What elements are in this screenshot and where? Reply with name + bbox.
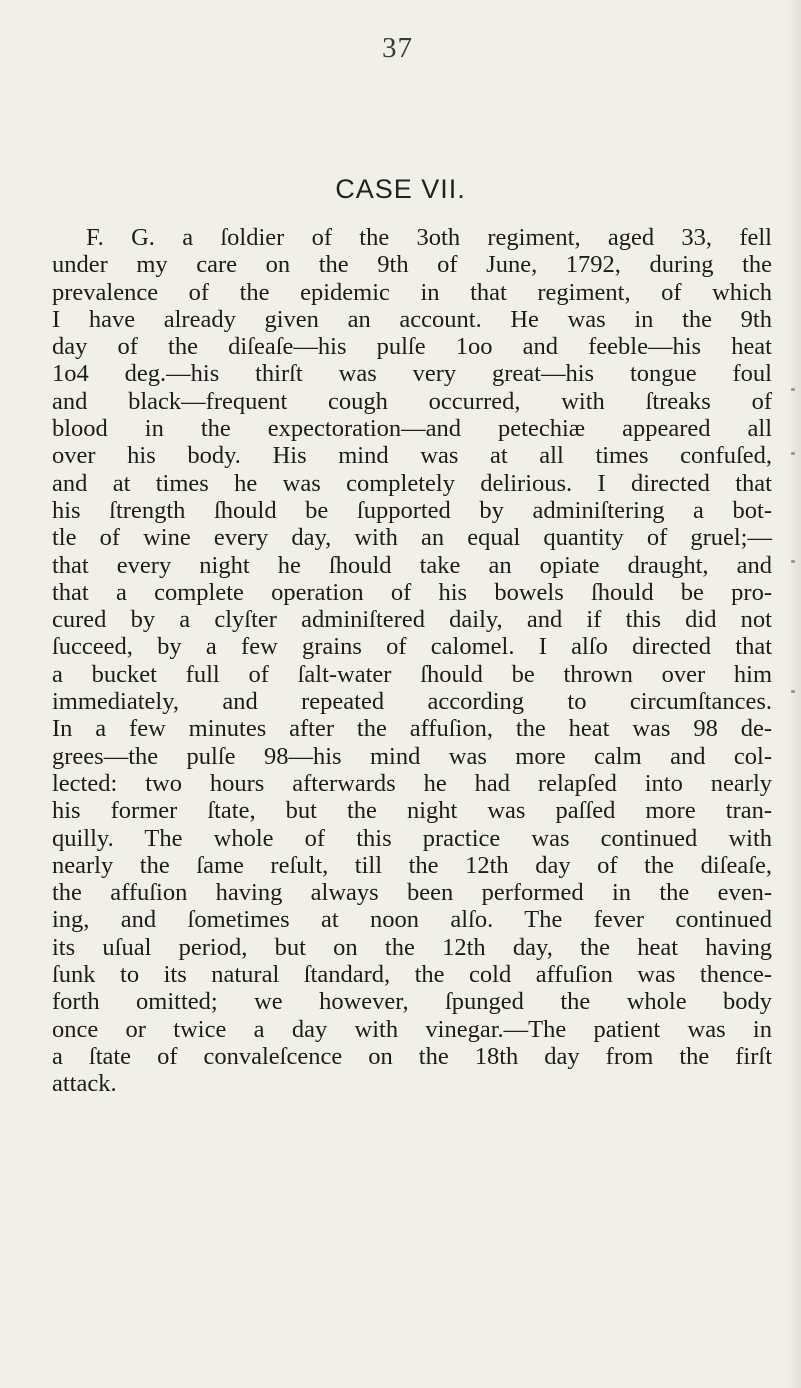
text-line: a ſtate of convaleſcence on the 18th day from the firſt <box>52 1042 772 1070</box>
text-line: under my care on the 9th of June, 1792, during the <box>52 251 772 279</box>
case-heading: CASE VII. <box>335 174 466 204</box>
case-paragraph <box>52 224 772 1098</box>
margin-speck <box>791 560 795 563</box>
text-line: day of the diſeaſe—his pulſe 1oo and feeble—his heat <box>52 333 772 361</box>
text-line: a bucket full of ſalt-water ſhould be thrown over him <box>52 660 772 688</box>
margin-speck <box>791 452 795 455</box>
text-line: In a few minutes after the affuſion, the heat was 98 de- <box>52 715 772 743</box>
text-line: blood in the expectoration—and petechiæ appeared all <box>52 415 772 443</box>
text-line: and black—frequent cough occurred, with ſtreaks of <box>52 387 772 415</box>
text-line: ſucceed, by a few grains of calomel. I alſo directed that <box>52 633 772 661</box>
text-line: nearly the ſame reſult, till the 12th day of the diſeaſe, <box>52 851 772 879</box>
margin-speck <box>791 690 795 693</box>
text-line: and at times he was completely delirious. I directed that <box>52 469 772 497</box>
text-line: immediately, and repeated according to circumſtances. <box>52 688 772 716</box>
text-line: his ſtrength ſhould be ſupported by adminiſtering a bot- <box>52 496 772 524</box>
text-line: tle of wine every day, with an equal quantity of gruel;— <box>52 524 772 552</box>
text-line: the affuſion having always been performed in the even- <box>52 879 772 907</box>
text-line: its uſual period, but on the 12th day, the heat having <box>52 933 772 961</box>
text-line: I have already given an account. He was in the 9th <box>52 305 772 333</box>
text-line: that a complete operation of his bowels ſhould be pro- <box>52 578 772 606</box>
text-line: forth omitted; we however, ſpunged the whole body <box>52 988 772 1016</box>
text-line: ſunk to its natural ſtandard, the cold affuſion was thence- <box>52 961 772 989</box>
page-edge-shadow <box>787 0 801 1388</box>
margin-speck <box>791 388 795 391</box>
text-line: over his body. His mind was at all times confuſed, <box>52 442 772 470</box>
text-line: F. G. a ſoldier of the 3oth regiment, aged 33, fell <box>86 224 772 251</box>
text-line: his former ſtate, but the night was paſſed more tran- <box>52 797 772 825</box>
text-line: ing, and ſometimes at noon alſo. The fever continued <box>52 906 772 934</box>
text-line: cured by a clyſter adminiſtered daily, and if this did not <box>52 606 772 634</box>
text-line: once or twice a day with vinegar.—The patient was in <box>52 1015 772 1043</box>
page-number: 37 <box>382 32 413 64</box>
text-line: grees—the pulſe 98—his mind was more calm and col- <box>52 742 772 770</box>
text-line: attack. <box>52 1070 117 1098</box>
text-line: prevalence of the epidemic in that regiment, of which <box>52 278 772 306</box>
text-line: lected: two hours afterwards he had relapſed into nearly <box>52 769 772 797</box>
text-line: quilly. The whole of this practice was continued with <box>52 824 772 852</box>
text-line: that every night he ſhould take an opiate draught, and <box>52 551 772 579</box>
text-line: 1o4 deg.—his thirſt was very great—his tongue foul <box>52 360 772 388</box>
